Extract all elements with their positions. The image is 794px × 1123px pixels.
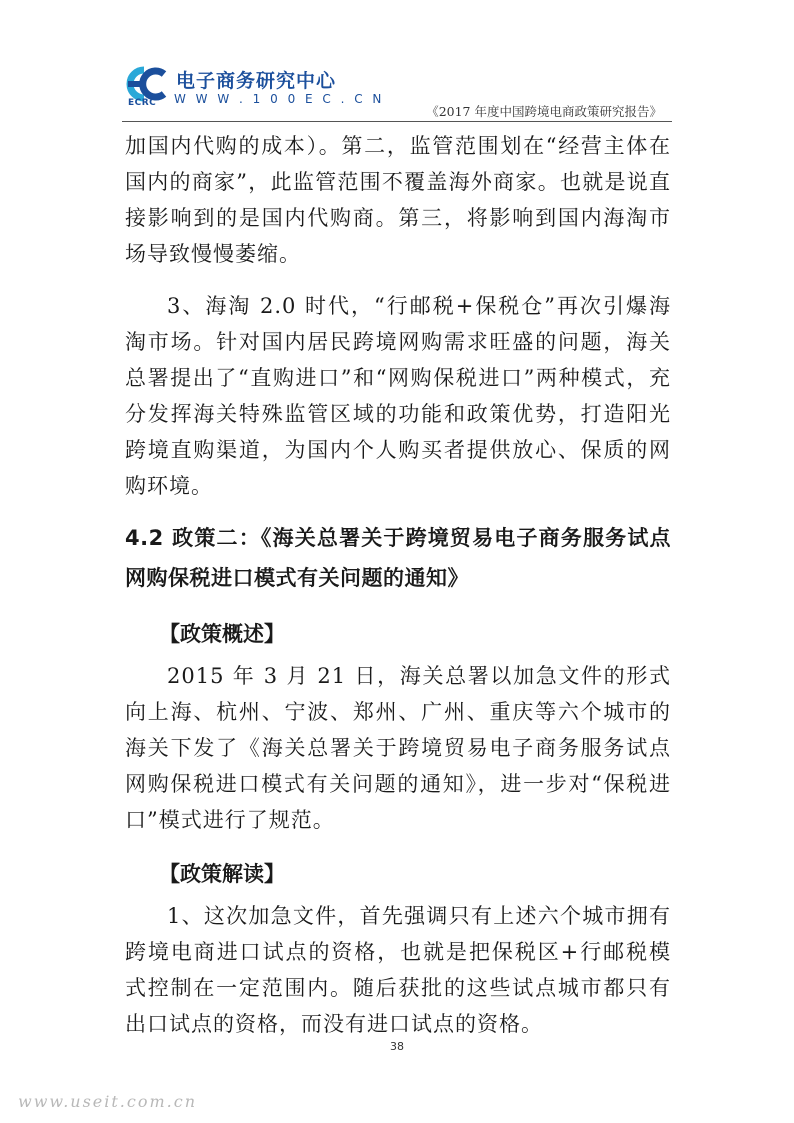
section-heading-4-2: 4.2 政策二：《海关总署关于跨境贸易电子商务服务试点网购保税进口模式有关问题的通知》: [125, 526, 671, 590]
paragraph-haitao-2: 3、海淘 2.0 时代，“行邮税+保税仓”再次引爆海淘市场。针对国内居民跨境网购需求旺盛的问题，海关总署提出了“直购进口”和“网购保税进口”两种模式，充分发挥海关特殊监管区域的功能和政策优势，打造阳光跨境直购渠道，为国内个人购买者提供放心、保质的网购环境。: [125, 294, 671, 498]
watermark: www.useit.com.cn: [18, 1092, 198, 1111]
paragraph-interpretation: 1、这次加急文件，首先强调只有上述六个城市拥有跨境电商进口试点的资格，也就是把保税区+行邮税模式控制在一定范围内。随后获批的这些试点城市都只有出口试点的资格，而没有进口试点的资格。: [125, 904, 671, 1036]
header-divider: [122, 121, 672, 122]
org-url: W W W . 1 0 0 E C . C N: [174, 92, 385, 106]
org-abbreviation: ECRC: [128, 98, 157, 108]
org-name: 电子商务研究中心: [176, 70, 337, 92]
paragraph-continuation: 加国内代购的成本）。第二，监管范围划在“经营主体在国内的商家”，此监管范围不覆盖海外商家。也就是说直接影响到的是国内代购商。第三，将影响到国内海淘市场导致慢慢萎缩。: [125, 134, 671, 266]
interpretation-heading: 【政策解读】: [159, 862, 285, 886]
paragraph-overview: 2015 年 3 月 21 日，海关总署以加急文件的形式向上海、杭州、宁波、郑州、广州、重庆等六个城市的海关下发了《海关总署关于跨境贸易电子商务服务试点网购保税进口模式有关问题的通知》，进一步对“保税进口”模式进行了规范。: [125, 664, 671, 832]
overview-heading: 【政策概述】: [159, 622, 285, 646]
report-title: 《2017 年度中国跨境电商政策研究报告》: [426, 104, 662, 119]
page-content: [125, 128, 671, 1042]
page-number: 38: [390, 1040, 404, 1053]
ecrc-logo-icon: [120, 66, 170, 102]
